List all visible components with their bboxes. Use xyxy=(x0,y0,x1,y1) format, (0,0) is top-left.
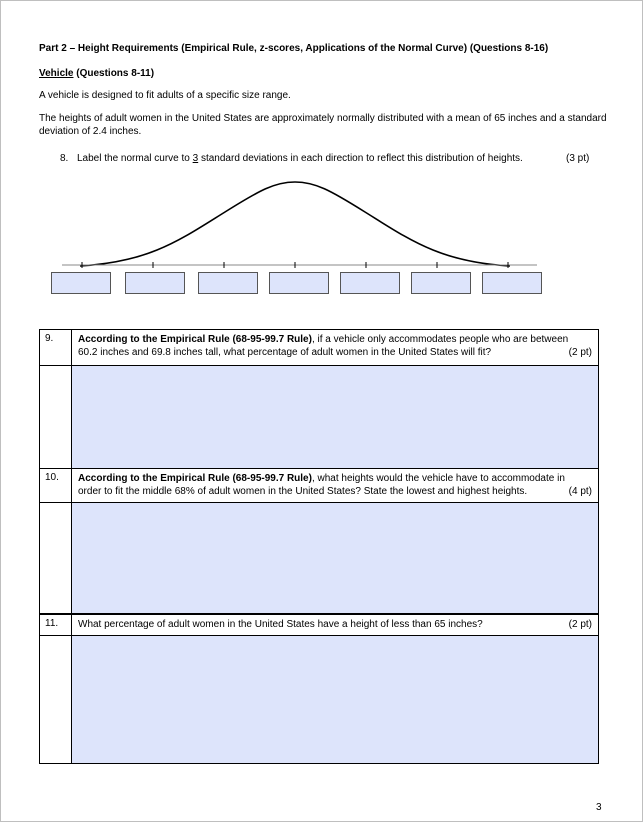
q9-bold-text: According to the Empirical Rule (68-95-99.7 Rule) xyxy=(78,334,312,345)
intro-line-2: The heights of adult women in the United States are approximately normally distributed with a mean of 65 inches and a standard deviation of 2.4 inches. xyxy=(39,113,607,137)
curve-label-field-4[interactable] xyxy=(269,272,329,294)
q8-number: 8. xyxy=(60,153,69,164)
section-link[interactable]: Vehicle xyxy=(39,68,74,79)
q9-text-line1: , if a vehicle only accommodates people who are between xyxy=(311,334,569,345)
normal-curve xyxy=(80,182,510,266)
question-10-table xyxy=(39,468,599,614)
q9-text-line2: 60.2 inches and 69.8 inches tall, what percentage of adult women in the United States will fit? xyxy=(78,347,492,358)
q8-text xyxy=(77,152,523,165)
section-heading xyxy=(39,67,154,80)
question-11-table xyxy=(39,614,599,764)
q10-answer-margin xyxy=(40,503,72,614)
q11-text-line: What percentage of adult women in the United States have a height of less than 65 inches? xyxy=(78,619,483,630)
curve-label-field-7[interactable] xyxy=(482,272,542,294)
q11-answer-field[interactable] xyxy=(72,636,599,764)
curve-label-field-6[interactable] xyxy=(411,272,471,294)
curve-label-field-2[interactable] xyxy=(125,272,185,294)
q10-text xyxy=(72,469,599,503)
curve-label-field-3[interactable] xyxy=(198,272,258,294)
q8-text-after: standard deviations in each direction to reflect this distribution of heights. xyxy=(198,153,523,164)
section-suffix: (Questions 8-11) xyxy=(73,68,155,79)
curve-label-field-1[interactable] xyxy=(51,272,111,294)
q11-answer-margin xyxy=(40,636,72,764)
q9-number: 9. xyxy=(40,330,72,366)
q10-text-line2: order to fit the middle 68% of adult women in the United States? State the lowest and highest heights. xyxy=(78,486,528,497)
q10-number: 10. xyxy=(40,469,72,503)
q10-points: (4 pt) xyxy=(568,486,592,497)
question-9-table xyxy=(39,329,599,469)
q10-answer-field[interactable] xyxy=(72,503,599,614)
q11-number: 11. xyxy=(40,615,72,636)
q8-underlined: 3 xyxy=(192,153,199,164)
curve-label-field-5[interactable] xyxy=(340,272,400,294)
q8-text-before: Label the normal curve to xyxy=(77,153,193,164)
q9-answer-margin xyxy=(40,366,72,469)
q10-bold-text: According to the Empirical Rule (68-95-99.7 Rule) xyxy=(78,473,312,484)
intro-line-1: A vehicle is designed to fit adults of a specific size range. xyxy=(39,90,291,101)
q9-text xyxy=(72,330,599,366)
q10-text-line1: , what heights would the vehicle have to accommodate in xyxy=(311,473,565,484)
part-title: Part 2 – Height Requirements (Empirical Rule, z-scores, Applications of the Normal Curve) (Questions 8-16) xyxy=(39,43,549,54)
q11-points: (2 pt) xyxy=(568,619,592,630)
page-number: 3 xyxy=(596,802,602,813)
q9-answer-field[interactable] xyxy=(72,366,599,469)
q11-text xyxy=(72,615,599,636)
q9-points: (2 pt) xyxy=(568,347,592,358)
q8-points: (3 pt) xyxy=(566,153,590,164)
